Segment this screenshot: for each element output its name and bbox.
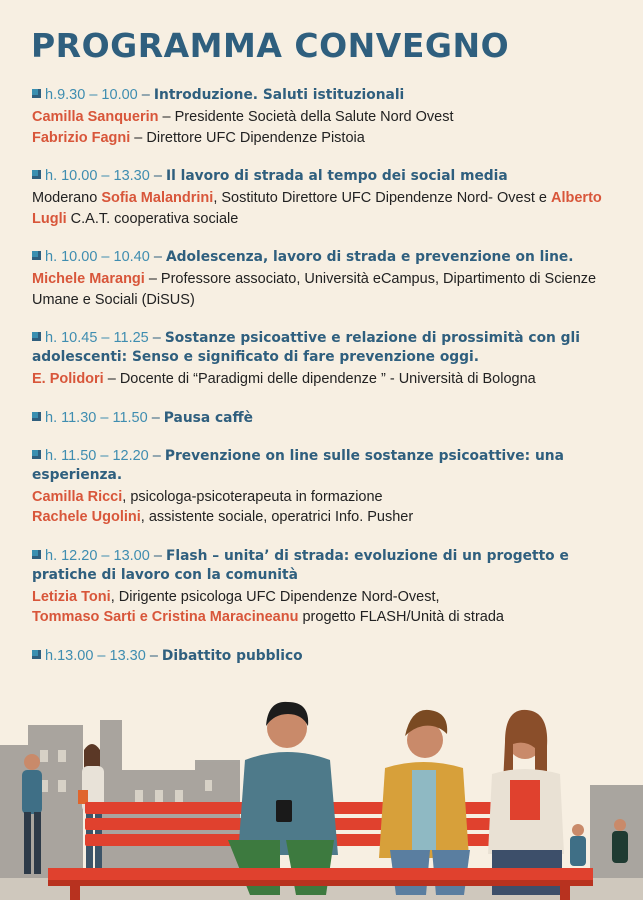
separator: – — [149, 249, 166, 265]
speaker-name: Tommaso Sarti e Cristina Maracineanu — [32, 609, 299, 625]
speaker-role: , psicologa-psicoterapeuta in formazione — [122, 488, 383, 505]
separator: – — [148, 447, 165, 464]
session-time: h. 10.45 – 11.25 — [45, 330, 149, 346]
session-time: h. 11.30 – 11.50 — [45, 409, 148, 426]
agenda-session — [32, 329, 612, 390]
session-heading — [32, 647, 612, 666]
bullet-square-icon — [32, 450, 41, 459]
session-topic: Adolescenza, lavoro di strada e prevenzione on line. — [165, 249, 574, 265]
speaker-role: – Docente di “Paradigmi delle dipendenze ” - Università di Bologna — [103, 371, 536, 387]
agenda — [32, 86, 612, 666]
speaker-name: Camilla Ricci — [32, 488, 123, 505]
session-topic: Pausa caffè — [163, 409, 254, 426]
session-speakers — [32, 487, 612, 528]
separator: – — [149, 168, 166, 184]
session-topic: Flash – unita’ di strada: evoluzione di un progetto e pratiche di lavoro con la comunità — [32, 547, 569, 583]
speaker-role: , assistente sociale, operatrici Info. Pusher — [140, 509, 414, 525]
agenda-session — [32, 248, 612, 310]
bullet-square-icon — [32, 89, 41, 98]
separator: – — [149, 547, 166, 564]
bullet-square-icon — [32, 170, 41, 179]
session-topic: Sostanze psicoattive e relazione di prossimità con gli adolescenti: Senso e significato di fare prevenzione oggi. — [32, 330, 581, 365]
speaker-line — [32, 188, 612, 229]
speaker-line — [32, 107, 612, 128]
session-time: h. 12.20 – 13.00 — [45, 547, 150, 564]
session-topic: Prevenzione on line sulle sostanze psicoattive: una esperienza. — [32, 447, 564, 483]
speaker-name: Alberto Lugli — [32, 190, 602, 227]
agenda-session — [32, 647, 612, 666]
speaker-name: Camilla Sanquerin — [32, 109, 159, 125]
speaker-name: Letizia Toni — [32, 588, 111, 605]
separator: – — [148, 330, 165, 346]
spacer — [32, 628, 612, 647]
bullet-square-icon — [32, 251, 41, 260]
speaker-line — [32, 369, 612, 390]
speaker-line — [32, 587, 612, 608]
session-heading — [32, 329, 612, 367]
speaker-name: E. Polidori — [32, 371, 104, 387]
session-speakers — [32, 369, 612, 390]
session-topic: Dibattito pubblico — [161, 647, 303, 664]
separator: – — [137, 87, 154, 103]
speaker-role: Moderano — [32, 190, 102, 206]
session-heading — [32, 248, 612, 267]
session-speakers — [32, 269, 612, 310]
spacer — [32, 148, 612, 167]
spacer — [32, 390, 612, 409]
agenda-session — [32, 409, 612, 428]
speaker-line — [32, 607, 612, 628]
speaker-role: C.A.T. cooperativa sociale — [66, 210, 239, 227]
session-heading — [32, 447, 612, 485]
speaker-role: progetto FLASH/Unità di strada — [298, 609, 504, 625]
session-speakers — [32, 188, 612, 229]
speaker-role: , Sostituto Direttore UFC Dipendenze Nord- Ovest e — [213, 190, 551, 206]
speaker-line — [32, 507, 612, 528]
agenda-session — [32, 86, 612, 148]
speaker-role: – Professore associato, Università eCampus, Dipartimento di Scienze Umane e Sociali (DiSUS) — [32, 271, 597, 308]
bullet-square-icon — [32, 650, 41, 659]
speaker-role: – Presidente Società della Salute Nord Ovest — [158, 109, 454, 125]
session-speakers — [32, 587, 612, 628]
session-time: h. 10.00 – 10.40 — [45, 249, 150, 265]
session-heading — [32, 547, 612, 585]
speaker-role: – Direttore UFC Dipendenze Pistoia — [130, 129, 365, 146]
illustration-youth-on-bench — [0, 690, 643, 900]
session-time: h. 11.50 – 12.20 — [45, 447, 149, 464]
session-time: h. 10.00 – 13.30 — [45, 168, 150, 184]
agenda-session — [32, 447, 612, 528]
speaker-name: Fabrizio Fagni — [32, 129, 131, 146]
spacer — [32, 428, 612, 447]
session-heading — [32, 167, 612, 186]
agenda-session — [32, 547, 612, 628]
session-topic: Il lavoro di strada al tempo dei social media — [165, 168, 508, 184]
speaker-line — [32, 487, 612, 508]
session-time: h.13.00 – 13.30 — [45, 647, 146, 664]
bullet-square-icon — [32, 332, 41, 341]
bullet-square-icon — [32, 412, 41, 421]
spacer — [32, 310, 612, 329]
page-title: PROGRAMMA CONVEGNO — [31, 26, 510, 65]
spacer — [32, 229, 612, 248]
agenda-session — [32, 167, 612, 229]
session-time: h.9.30 – 10.00 — [45, 87, 138, 103]
bullet-square-icon — [32, 550, 41, 559]
speaker-name: Michele Marangi — [32, 271, 145, 287]
speaker-name: Sofia Malandrini — [101, 190, 214, 206]
session-heading — [32, 409, 612, 428]
separator: – — [147, 409, 164, 426]
speaker-line — [32, 128, 612, 149]
session-speakers — [32, 107, 612, 148]
session-topic: Introduzione. Saluti istituzionali — [153, 87, 405, 103]
spacer — [32, 528, 612, 547]
speaker-name: Rachele Ugolini — [32, 509, 141, 525]
speaker-line — [32, 269, 612, 310]
speaker-role: , Dirigente psicologa UFC Dipendenze Nord-Ovest, — [110, 588, 440, 605]
session-heading — [32, 86, 612, 105]
separator: – — [145, 647, 162, 664]
